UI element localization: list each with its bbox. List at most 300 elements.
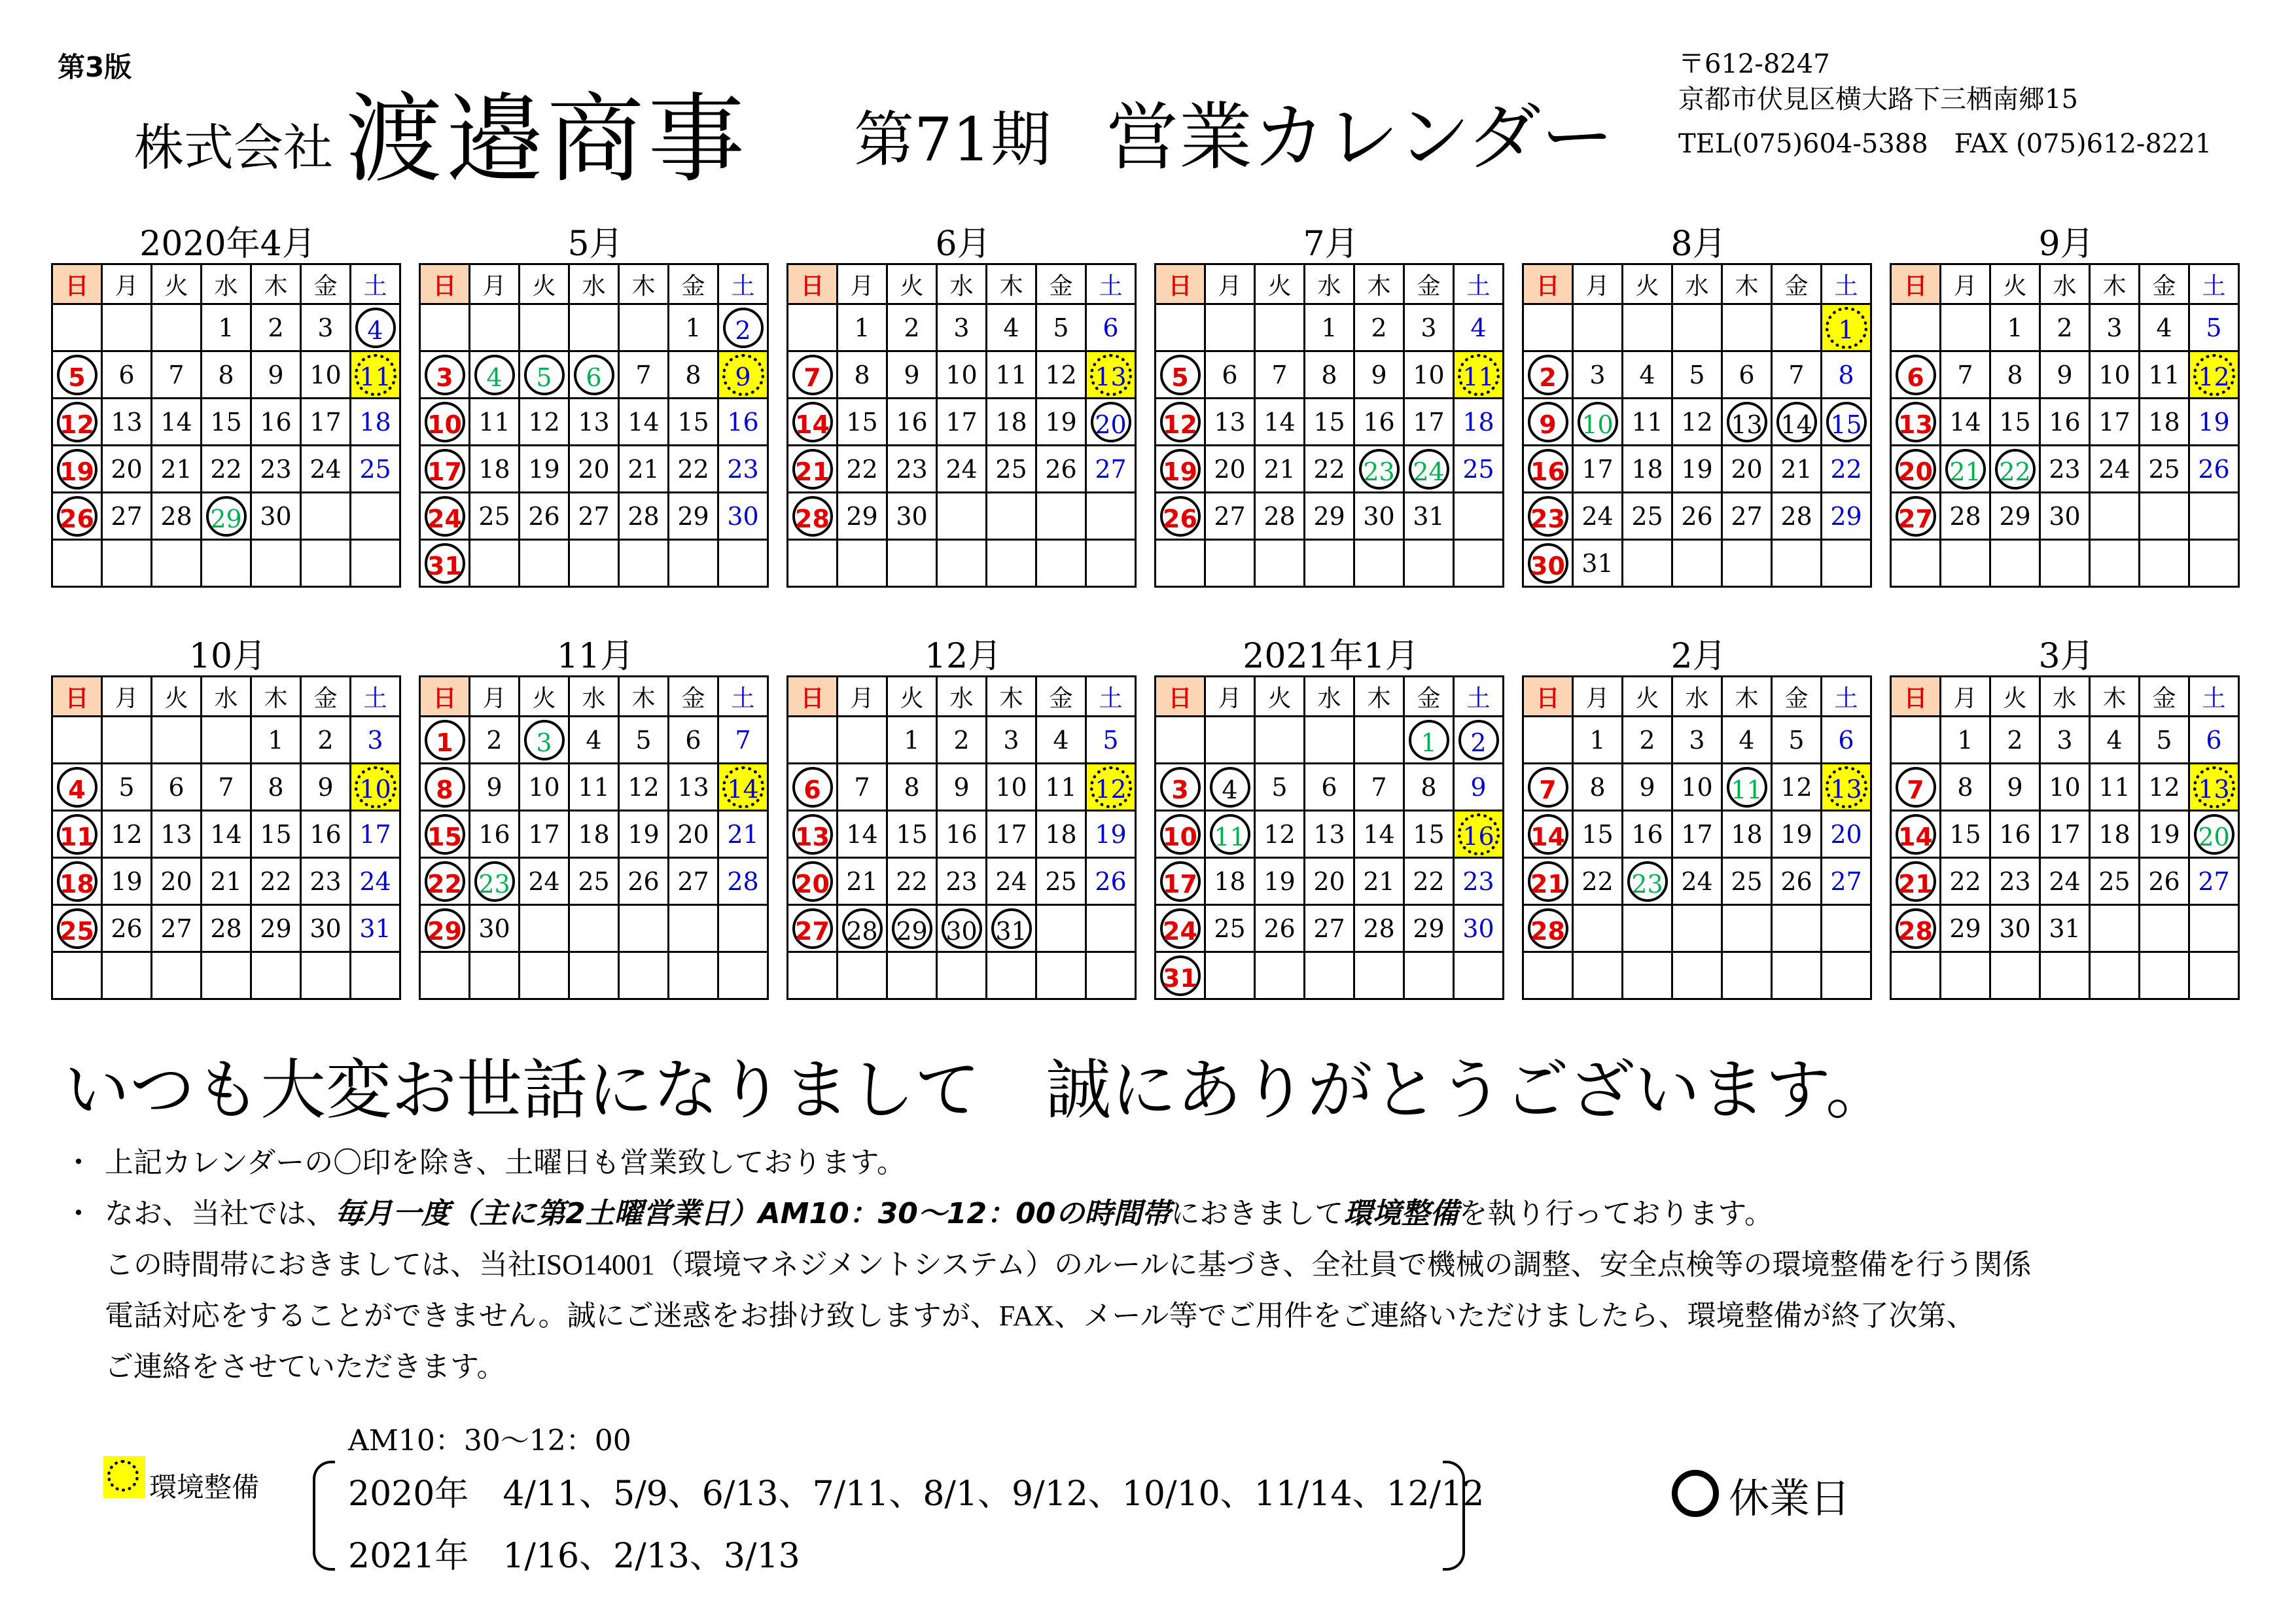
weekday-header: 月 [838,677,887,717]
day-number: 5 [118,772,135,802]
day-number: 24 [1160,908,1201,949]
day-cell [619,351,669,399]
day-cell [1523,351,1573,399]
weekday-header: 土 [351,264,400,304]
day-cell [1822,399,1871,446]
day-number: 27 [1731,501,1763,531]
weekday-header: 火 [1990,264,2040,304]
day-number: 15 [1826,402,1867,442]
day-cell [1156,351,1205,399]
day-number: 27 [1896,496,1936,537]
day-number: 28 [1780,501,1812,531]
weekday-header: 月 [470,264,520,304]
weekday-header: 水 [2040,677,2090,717]
day-cell [2040,446,2090,493]
day-cell [1086,304,1136,351]
day-number: 23 [727,454,759,484]
day-number: 15 [1581,819,1614,849]
day-cell [202,446,251,493]
weekday-header: 月 [470,677,520,717]
day-number: 3 [1589,360,1606,389]
day-cell [1404,399,1454,446]
day-number: 4 [474,355,515,395]
day-cell [520,540,569,587]
day-cell [102,399,152,446]
day-cell [102,540,152,587]
day-cell [102,446,152,493]
weekday-header: 土 [1454,677,1504,717]
day-cell [1990,858,2040,905]
day-cell [1404,446,1454,493]
day-cell [669,811,718,858]
day-cell [2189,811,2239,858]
day-cell [2040,858,2090,905]
day-number: 31 [1581,548,1614,578]
day-cell [102,351,152,399]
edition-label: 第3版 [58,51,132,83]
day-number: 24 [1681,866,1713,896]
day-cell [1523,540,1573,587]
day-cell [1156,717,1205,764]
day-cell [52,905,102,952]
day-number: 20 [1313,866,1345,896]
day-number: 2 [2057,313,2073,342]
weekday-header: 火 [520,677,569,717]
weekday-header: 土 [718,677,768,717]
day-number: 21 [1363,866,1395,896]
day-cell [470,764,520,811]
day-number: 11 [355,354,397,396]
day-number: 16 [478,819,510,849]
day-cell [1822,351,1871,399]
weekday-header: 水 [202,677,251,717]
day-cell [619,905,669,952]
day-number: 4 [1003,313,1019,342]
day-cell [887,540,937,587]
day-number: 6 [1103,313,1119,342]
day-cell [569,764,619,811]
day-cell [152,952,202,999]
month-title: 3月 [2038,637,2094,676]
day-cell [1772,764,1822,811]
day-number: 12 [2193,354,2235,396]
day-number: 29 [1949,914,1981,943]
day-cell [1623,540,1672,587]
day-number: 9 [486,772,503,802]
day-cell [1305,351,1354,399]
day-number: 5 [57,355,97,395]
day-number: 22 [1830,454,1862,484]
day-cell [470,399,520,446]
day-cell [2140,493,2189,540]
day-cell [520,952,569,999]
day-number: 28 [1263,501,1296,531]
day-cell [669,717,718,764]
day-number: 26 [57,496,97,537]
day-cell [1623,811,1672,858]
day-cell [1672,446,1722,493]
day-cell [1772,446,1822,493]
day-number: 30 [942,908,982,949]
day-number: 22 [425,861,465,902]
day-cell [1454,905,1504,952]
day-cell [102,858,152,905]
day-number: 27 [160,914,192,943]
day-cell [202,858,251,905]
day-cell [838,764,887,811]
day-cell [1672,540,1722,587]
weekday-header: 月 [102,677,152,717]
day-cell [1772,717,1822,764]
day-cell [52,952,102,999]
day-number: 22 [896,866,928,896]
day-number: 8 [904,772,920,802]
day-cell [1772,540,1822,587]
day-cell [1086,351,1136,399]
day-cell [520,304,569,351]
day-number: 5 [2156,725,2172,755]
day-cell [1523,811,1573,858]
day-number: 20 [111,454,143,484]
day-number: 5 [1053,313,1069,342]
day-number: 28 [160,501,192,531]
day-number: 21 [1263,454,1296,484]
weekday-header: 水 [1305,677,1354,717]
day-cell [2040,304,2090,351]
day-number: 21 [792,449,833,490]
day-number: 13 [1896,402,1936,442]
weekday-header: 月 [1941,677,1990,717]
day-number: 31 [1413,501,1445,531]
day-number: 4 [2156,313,2172,342]
day-cell [102,493,152,540]
month-title: 2月 [1670,637,1727,676]
day-cell [52,399,102,446]
day-number: 29 [1830,501,1862,531]
day-number: 10 [2098,360,2130,389]
weekday-header: 木 [2090,677,2140,717]
day-number: 11 [57,814,97,855]
day-number: 10 [528,772,560,802]
day-cell [152,493,202,540]
day-cell [1941,858,1990,905]
day-cell [987,304,1036,351]
day-number: 2 [1371,313,1387,342]
day-cell [669,764,718,811]
day-number: 7 [1788,360,1805,389]
day-cell [2090,540,2140,587]
day-cell [1941,764,1990,811]
day-cell [2040,540,2090,587]
day-number: 22 [1995,449,2036,490]
day-cell [1255,540,1305,587]
day-cell [1672,351,1722,399]
day-cell [1672,905,1722,952]
day-cell [420,905,470,952]
day-cell [1990,717,2040,764]
day-cell [2040,811,2090,858]
day-cell [2189,952,2239,999]
day-number: 4 [1053,725,1069,755]
day-number: 13 [1214,407,1246,437]
weekday-header: 金 [669,264,718,304]
day-number: 16 [1631,819,1663,849]
day-number: 9 [268,360,284,389]
day-cell [1156,446,1205,493]
day-number: 16 [1363,407,1395,437]
day-cell [1305,446,1354,493]
day-number: 12 [1160,402,1201,442]
day-cell [1941,493,1990,540]
day-number: 20 [1731,454,1763,484]
day-number: 7 [1896,767,1936,808]
day-cell [351,304,400,351]
day-cell [1891,304,1941,351]
day-cell [1623,493,1672,540]
day-cell [2090,952,2140,999]
day-number: 15 [260,819,292,849]
day-cell [1990,304,2040,351]
weekday-header: 金 [1404,677,1454,717]
day-cell [2090,905,2140,952]
day-cell [1891,351,1941,399]
day-cell [202,764,251,811]
day-cell [1722,540,1772,587]
day-cell [1990,905,2040,952]
day-cell [718,905,768,952]
day-cell [1255,446,1305,493]
weekday-header: 月 [1573,264,1623,304]
day-cell [1205,905,1255,952]
day-number: 13 [1313,819,1345,849]
day-number: 14 [1263,407,1296,437]
day-cell [520,764,569,811]
day-number: 8 [854,360,870,389]
day-cell [470,858,520,905]
day-cell [1036,858,1086,905]
day-cell [1722,811,1772,858]
day-cell [2090,717,2140,764]
day-cell [569,811,619,858]
weekday-header: 土 [1086,677,1136,717]
weekday-header: 土 [1086,264,1136,304]
day-cell [1156,304,1205,351]
day-cell [102,811,152,858]
day-cell [1573,540,1623,587]
day-cell [251,952,301,999]
month-title: 11月 [556,637,635,676]
day-number: 10 [1160,814,1201,855]
day-cell [1891,858,1941,905]
day-number: 28 [792,496,833,537]
day-cell [420,952,470,999]
day-cell [937,399,987,446]
day-number: 18 [2098,819,2130,849]
day-cell [351,351,400,399]
day-cell [251,399,301,446]
day-cell [718,304,768,351]
day-cell [569,446,619,493]
day-number: 15 [210,407,242,437]
day-number: 10 [945,360,978,389]
day-cell [1772,858,1822,905]
day-number: 1 [218,313,234,342]
day-cell [470,811,520,858]
day-number: 10 [425,402,465,442]
day-cell [1036,351,1086,399]
day-cell [718,351,768,399]
day-number: 12 [1045,360,1077,389]
day-number: 27 [792,908,833,949]
day-cell [1305,952,1354,999]
weekday-header: 木 [619,264,669,304]
day-cell [1523,304,1573,351]
day-cell [301,811,351,858]
day-cell [788,493,838,540]
day-number: 1 [1321,313,1337,342]
day-number: 11 [478,407,510,437]
day-cell [1523,764,1573,811]
day-number: 4 [1739,725,1755,755]
day-number: 30 [1363,501,1395,531]
day-number: 9 [722,354,764,396]
day-cell [788,717,838,764]
day-number: 17 [1681,819,1713,849]
day-cell [669,304,718,351]
day-cell [2040,764,2090,811]
day-cell [669,446,718,493]
weekday-header: 火 [887,264,937,304]
day-number: 24 [528,866,560,896]
day-number: 3 [1421,313,1437,342]
day-cell [1722,304,1772,351]
day-number: 13 [677,772,709,802]
day-cell [102,304,152,351]
day-number: 1 [1826,307,1867,349]
day-number: 15 [1313,407,1345,437]
day-cell [1891,717,1941,764]
weekday-header: 日 [1523,264,1573,304]
day-number: 9 [2057,360,2073,389]
day-number: 21 [1945,449,1986,490]
weekday-header: 火 [887,677,937,717]
weekday-header: 火 [1623,677,1672,717]
day-cell [887,858,937,905]
day-cell [2040,399,2090,446]
weekday-header: 金 [301,677,351,717]
day-number: 24 [425,496,465,537]
day-number: 23 [1359,449,1400,490]
day-cell [1255,811,1305,858]
day-number: 4 [57,767,97,808]
day-cell [838,304,887,351]
day-cell [1255,905,1305,952]
note-env-maintenance [105,1190,1773,1232]
day-number: 24 [359,866,391,896]
day-cell [1454,717,1504,764]
day-number: 7 [1371,772,1387,802]
day-cell [1822,446,1871,493]
day-number: 24 [2098,454,2130,484]
day-cell [2140,905,2189,952]
day-cell [838,858,887,905]
day-number: 11 [1045,772,1077,802]
day-cell [1573,905,1623,952]
day-cell [1086,811,1136,858]
day-number: 5 [1788,725,1805,755]
day-cell [669,399,718,446]
day-number: 23 [309,866,342,896]
day-cell [1672,493,1722,540]
day-cell [1573,446,1623,493]
day-cell [1573,351,1623,399]
day-number: 4 [1470,313,1487,342]
day-cell [52,717,102,764]
day-number: 4 [355,308,396,348]
month-table [1522,675,1872,1000]
day-number: 22 [677,454,709,484]
day-number: 26 [528,501,560,531]
day-cell [669,952,718,999]
day-cell [152,540,202,587]
day-number: 12 [1090,766,1132,808]
day-cell [669,858,718,905]
day-cell [1086,717,1136,764]
day-number: 26 [1095,866,1127,896]
weekday-header: 火 [152,264,202,304]
day-number: 27 [1830,866,1862,896]
day-cell [420,811,470,858]
day-cell [619,764,669,811]
day-number: 26 [1681,501,1713,531]
weekday-header: 日 [1523,677,1573,717]
day-cell [1255,764,1305,811]
day-cell [102,952,152,999]
day-cell [1354,858,1404,905]
day-number: 18 [995,407,1027,437]
day-cell [887,493,937,540]
day-number: 18 [578,819,610,849]
day-cell [102,764,152,811]
day-number: 9 [1639,772,1655,802]
day-cell [788,811,838,858]
weekday-header: 火 [520,264,569,304]
weekday-header: 木 [1354,264,1404,304]
day-cell [1822,493,1871,540]
day-number: 20 [677,819,709,849]
day-cell [1305,905,1354,952]
day-cell [987,351,1036,399]
day-number: 29 [846,501,878,531]
day-number: 13 [160,819,192,849]
day-number: 17 [1413,407,1445,437]
address: 京都市伏見区横大路下三栖南郷15 [1678,84,2078,115]
day-number: 12 [2148,772,2180,802]
day-cell [1205,717,1255,764]
day-number: 12 [57,402,97,442]
day-cell [1573,952,1623,999]
month-table [1890,675,2240,1000]
day-cell [351,858,400,905]
day-cell [420,493,470,540]
bullet: ・ [64,1147,93,1179]
day-number: 17 [945,407,978,437]
weekday-header: 土 [351,677,400,717]
day-cell [351,493,400,540]
weekday-header: 日 [1156,677,1205,717]
weekday-header: 木 [619,677,669,717]
day-number: 7 [1528,767,1568,808]
